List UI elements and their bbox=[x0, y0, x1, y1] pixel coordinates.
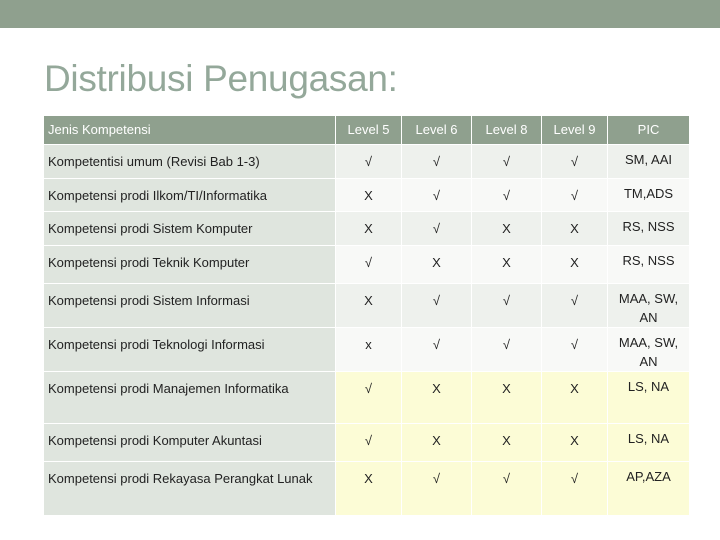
row-name: Kompetensi prodi Teknik Komputer bbox=[44, 246, 336, 284]
table-row bbox=[44, 179, 690, 212]
pic-cell: RS, NSS bbox=[608, 246, 690, 284]
level-6-cell: √ bbox=[402, 179, 472, 212]
table-row bbox=[44, 424, 690, 462]
level-8-cell: √ bbox=[472, 284, 542, 328]
level-6-cell: √ bbox=[402, 212, 472, 246]
level-8-cell: √ bbox=[472, 462, 542, 516]
level-6-cell: X bbox=[402, 372, 472, 424]
pic-cell: RS, NSS bbox=[608, 212, 690, 246]
row-name: Kompetensi prodi Teknologi Informasi bbox=[44, 328, 336, 372]
level-5-cell: √ bbox=[336, 424, 402, 462]
pic-cell: SM, AAI bbox=[608, 145, 690, 179]
level-9-cell: X bbox=[542, 246, 608, 284]
table-row bbox=[44, 212, 690, 246]
level-8-cell: √ bbox=[472, 328, 542, 372]
pic-cell: LS, NA bbox=[608, 372, 690, 424]
level-9-cell: X bbox=[542, 372, 608, 424]
table-row bbox=[44, 284, 690, 328]
level-5-cell: X bbox=[336, 284, 402, 328]
level-9-cell: √ bbox=[542, 284, 608, 328]
header-pic: PIC bbox=[608, 116, 690, 145]
level-8-cell: X bbox=[472, 212, 542, 246]
level-6-cell: X bbox=[402, 424, 472, 462]
header-level-6: Level 6 bbox=[402, 116, 472, 145]
level-5-cell: x bbox=[336, 328, 402, 372]
row-name: Kompetentisi umum (Revisi Bab 1-3) bbox=[44, 145, 336, 179]
header-jenis-kompetensi: Jenis Kompetensi bbox=[44, 116, 336, 145]
header-level-5: Level 5 bbox=[336, 116, 402, 145]
level-5-cell: X bbox=[336, 179, 402, 212]
level-5-cell: X bbox=[336, 462, 402, 516]
level-9-cell: √ bbox=[542, 462, 608, 516]
table-row bbox=[44, 246, 690, 284]
row-name: Kompetensi prodi Rekayasa Perangkat Lunak bbox=[44, 462, 336, 516]
header-level-8: Level 8 bbox=[472, 116, 542, 145]
level-6-cell: √ bbox=[402, 284, 472, 328]
table-row bbox=[44, 462, 690, 516]
level-5-cell: √ bbox=[336, 246, 402, 284]
level-8-cell: √ bbox=[472, 145, 542, 179]
pic-cell: MAA, SW, AN bbox=[608, 284, 690, 328]
level-6-cell: X bbox=[402, 246, 472, 284]
header-level-9: Level 9 bbox=[542, 116, 608, 145]
pic-cell: MAA, SW, AN bbox=[608, 328, 690, 372]
level-6-cell: √ bbox=[402, 462, 472, 516]
level-6-cell: √ bbox=[402, 145, 472, 179]
row-name: Kompetensi prodi Komputer Akuntasi bbox=[44, 424, 336, 462]
level-9-cell: X bbox=[542, 424, 608, 462]
level-5-cell: X bbox=[336, 212, 402, 246]
table-row bbox=[44, 372, 690, 424]
pic-cell: LS, NA bbox=[608, 424, 690, 462]
table-header-row bbox=[44, 116, 690, 145]
row-name: Kompetensi prodi Sistem Komputer bbox=[44, 212, 336, 246]
level-9-cell: √ bbox=[542, 145, 608, 179]
level-8-cell: X bbox=[472, 246, 542, 284]
row-name: Kompetensi prodi Sistem Informasi bbox=[44, 284, 336, 328]
top-accent-bar bbox=[0, 0, 720, 28]
level-8-cell: √ bbox=[472, 179, 542, 212]
row-name: Kompetensi prodi Manajemen Informatika bbox=[44, 372, 336, 424]
row-name: Kompetensi prodi Ilkom/TI/Informatika bbox=[44, 179, 336, 212]
level-6-cell: √ bbox=[402, 328, 472, 372]
level-5-cell: √ bbox=[336, 372, 402, 424]
level-9-cell: √ bbox=[542, 328, 608, 372]
level-8-cell: X bbox=[472, 372, 542, 424]
level-9-cell: √ bbox=[542, 179, 608, 212]
pic-cell: TM,ADS bbox=[608, 179, 690, 212]
table-row bbox=[44, 145, 690, 179]
table-row bbox=[44, 328, 690, 372]
level-9-cell: X bbox=[542, 212, 608, 246]
slide-title: Distribusi Penugasan: bbox=[44, 58, 398, 99]
pic-cell: AP,AZA bbox=[608, 462, 690, 516]
level-8-cell: X bbox=[472, 424, 542, 462]
competency-table bbox=[43, 115, 690, 516]
level-5-cell: √ bbox=[336, 145, 402, 179]
